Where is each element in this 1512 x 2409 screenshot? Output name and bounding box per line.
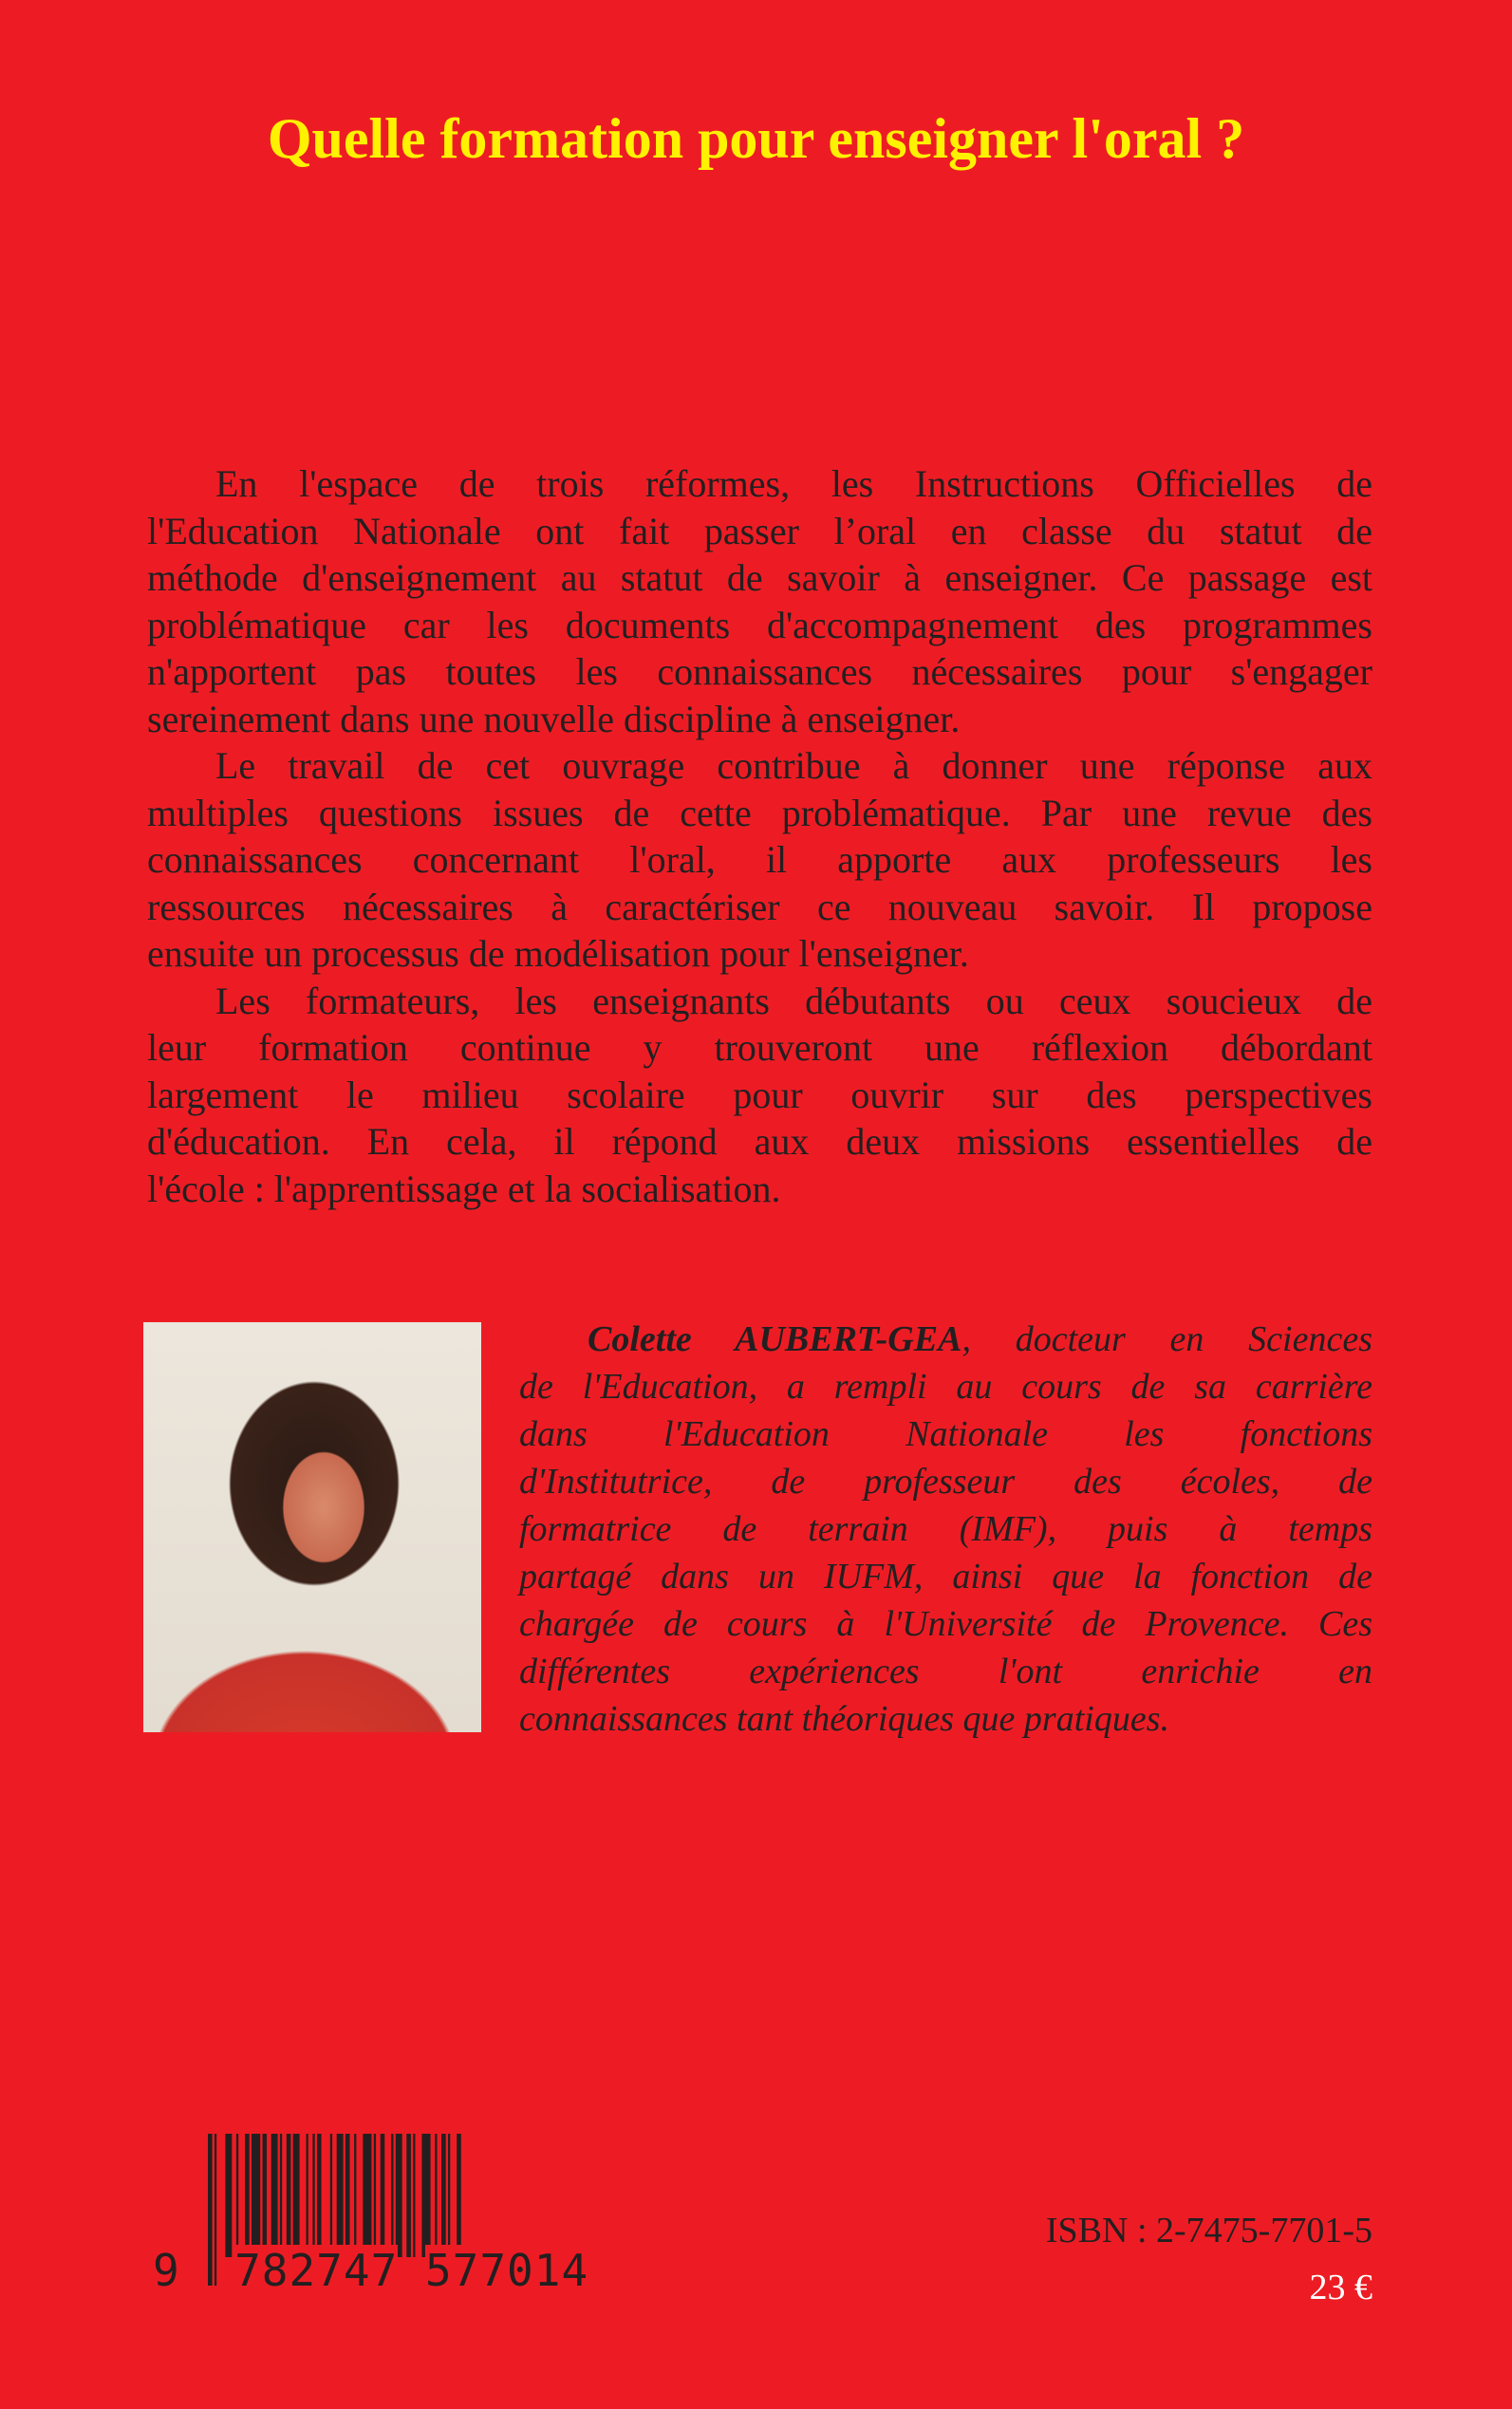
barcode-bar: [271, 2134, 278, 2257]
barcode-bar: [345, 2134, 350, 2257]
author-photo: [143, 1322, 481, 1732]
barcode-bar: [293, 2134, 300, 2257]
bio-line: Colette AUBERT-GEA, docteur en Sciences: [588, 1319, 1372, 1359]
barcode-bar: [307, 2134, 308, 2257]
summary-line: sereinement dans une nouvelle discipline à enseigner.: [147, 697, 961, 740]
bio-line: de l'Education, a rempli au cours de sa carrière: [519, 1367, 1372, 1407]
barcode-bar: [330, 2134, 332, 2257]
author-bio: [519, 1316, 1372, 1743]
barcode-bar: [317, 2134, 322, 2257]
barcode-bar: [374, 2134, 376, 2257]
barcode-bar: [287, 2134, 291, 2257]
bio-line: différentes expériences l'ont enrichie en: [519, 1652, 1372, 1691]
summary-line: multiples questions issues de cette problématique. Par une revue des: [147, 791, 1372, 834]
author-name: Colette AUBERT-GEA: [588, 1319, 962, 1359]
summary-line: ressources nécessaires à caractériser ce nouveau savoir. Il propose: [147, 885, 1372, 928]
summary-line: ensuite un processus de modélisation pour l'enseigner.: [147, 932, 969, 975]
summary-line: Le travail de cet ouvrage contribue à donner une réponse aux: [215, 744, 1372, 787]
barcode-bar: [406, 2134, 411, 2257]
bio-line: connaissances tant théoriques que pratiques.: [519, 1699, 1169, 1739]
barcode-bar: [280, 2134, 282, 2257]
barcode-bar: [312, 2134, 314, 2257]
summary-line: En l'espace de trois réformes, les Instructions Officielles de: [215, 462, 1372, 505]
summary-line: l'école : l'apprentissage et la socialisation.: [147, 1167, 781, 1210]
barcode-bar: [413, 2134, 415, 2257]
bio-line: formatrice de terrain (IMF), puis à temps: [519, 1509, 1372, 1549]
bio-line: partagé dans un IUFM, ainsi que la fonction de: [519, 1557, 1372, 1597]
barcode-bar: [391, 2134, 393, 2257]
barcode-bar: [225, 2134, 232, 2257]
barcode-bar: [363, 2134, 371, 2257]
isbn: ISBN : 2-7475-7701-5: [1045, 2211, 1372, 2250]
barcode-bar: [252, 2134, 260, 2257]
book-title: Quelle formation pour enseigner l'oral ?: [267, 107, 1245, 170]
bio-line: chargée de cours à l'Université de Provence. Ces: [519, 1604, 1372, 1644]
summary-line: Les formateurs, les enseignants débutants ou ceux soucieux de: [215, 979, 1372, 1022]
summary-line: problématique car les documents d'accompagnement des programmes: [147, 603, 1372, 646]
barcode-bar: [441, 2134, 446, 2257]
barcode: [153, 2134, 589, 2300]
barcode-bar: [421, 2134, 430, 2257]
summary-text: [147, 460, 1372, 1212]
barcode-bar: [448, 2134, 450, 2257]
barcode-bar: [396, 2134, 402, 2257]
summary-line: d'éducation. En cela, il répond aux deux missions essentielles de: [147, 1120, 1372, 1163]
summary-line: leur formation continue y trouveront une réflexion débordant: [147, 1026, 1372, 1069]
barcode-bar: [354, 2134, 356, 2257]
summary-line: connaissances concernant l'oral, il apporte aux professeurs les: [147, 838, 1372, 881]
summary-line: l'Education Nationale ont fait passer l’oral en classe du statut de: [147, 509, 1372, 552]
barcode-bar: [435, 2134, 437, 2257]
barcode-bar: [245, 2134, 250, 2257]
barcode-digits: 9 782747 577014: [153, 2245, 589, 2296]
summary-line: n'apportent pas toutes les connaissances nécessaires pour s'engager: [147, 650, 1372, 693]
barcode-bar: [263, 2134, 268, 2257]
bio-line: dans l'Education Nationale les fonctions: [519, 1414, 1372, 1454]
price: 23 €: [1309, 2268, 1372, 2307]
barcode-bar: [236, 2134, 238, 2257]
barcode-bar: [381, 2134, 385, 2257]
summary-line: largement le milieu scolaire pour ouvrir sur des perspectives: [147, 1073, 1372, 1116]
summary-line: méthode d'enseignement au statut de savoir à enseigner. Ce passage est: [147, 556, 1372, 599]
bio-line: d'Institutrice, de professeur des écoles, de: [519, 1462, 1372, 1502]
